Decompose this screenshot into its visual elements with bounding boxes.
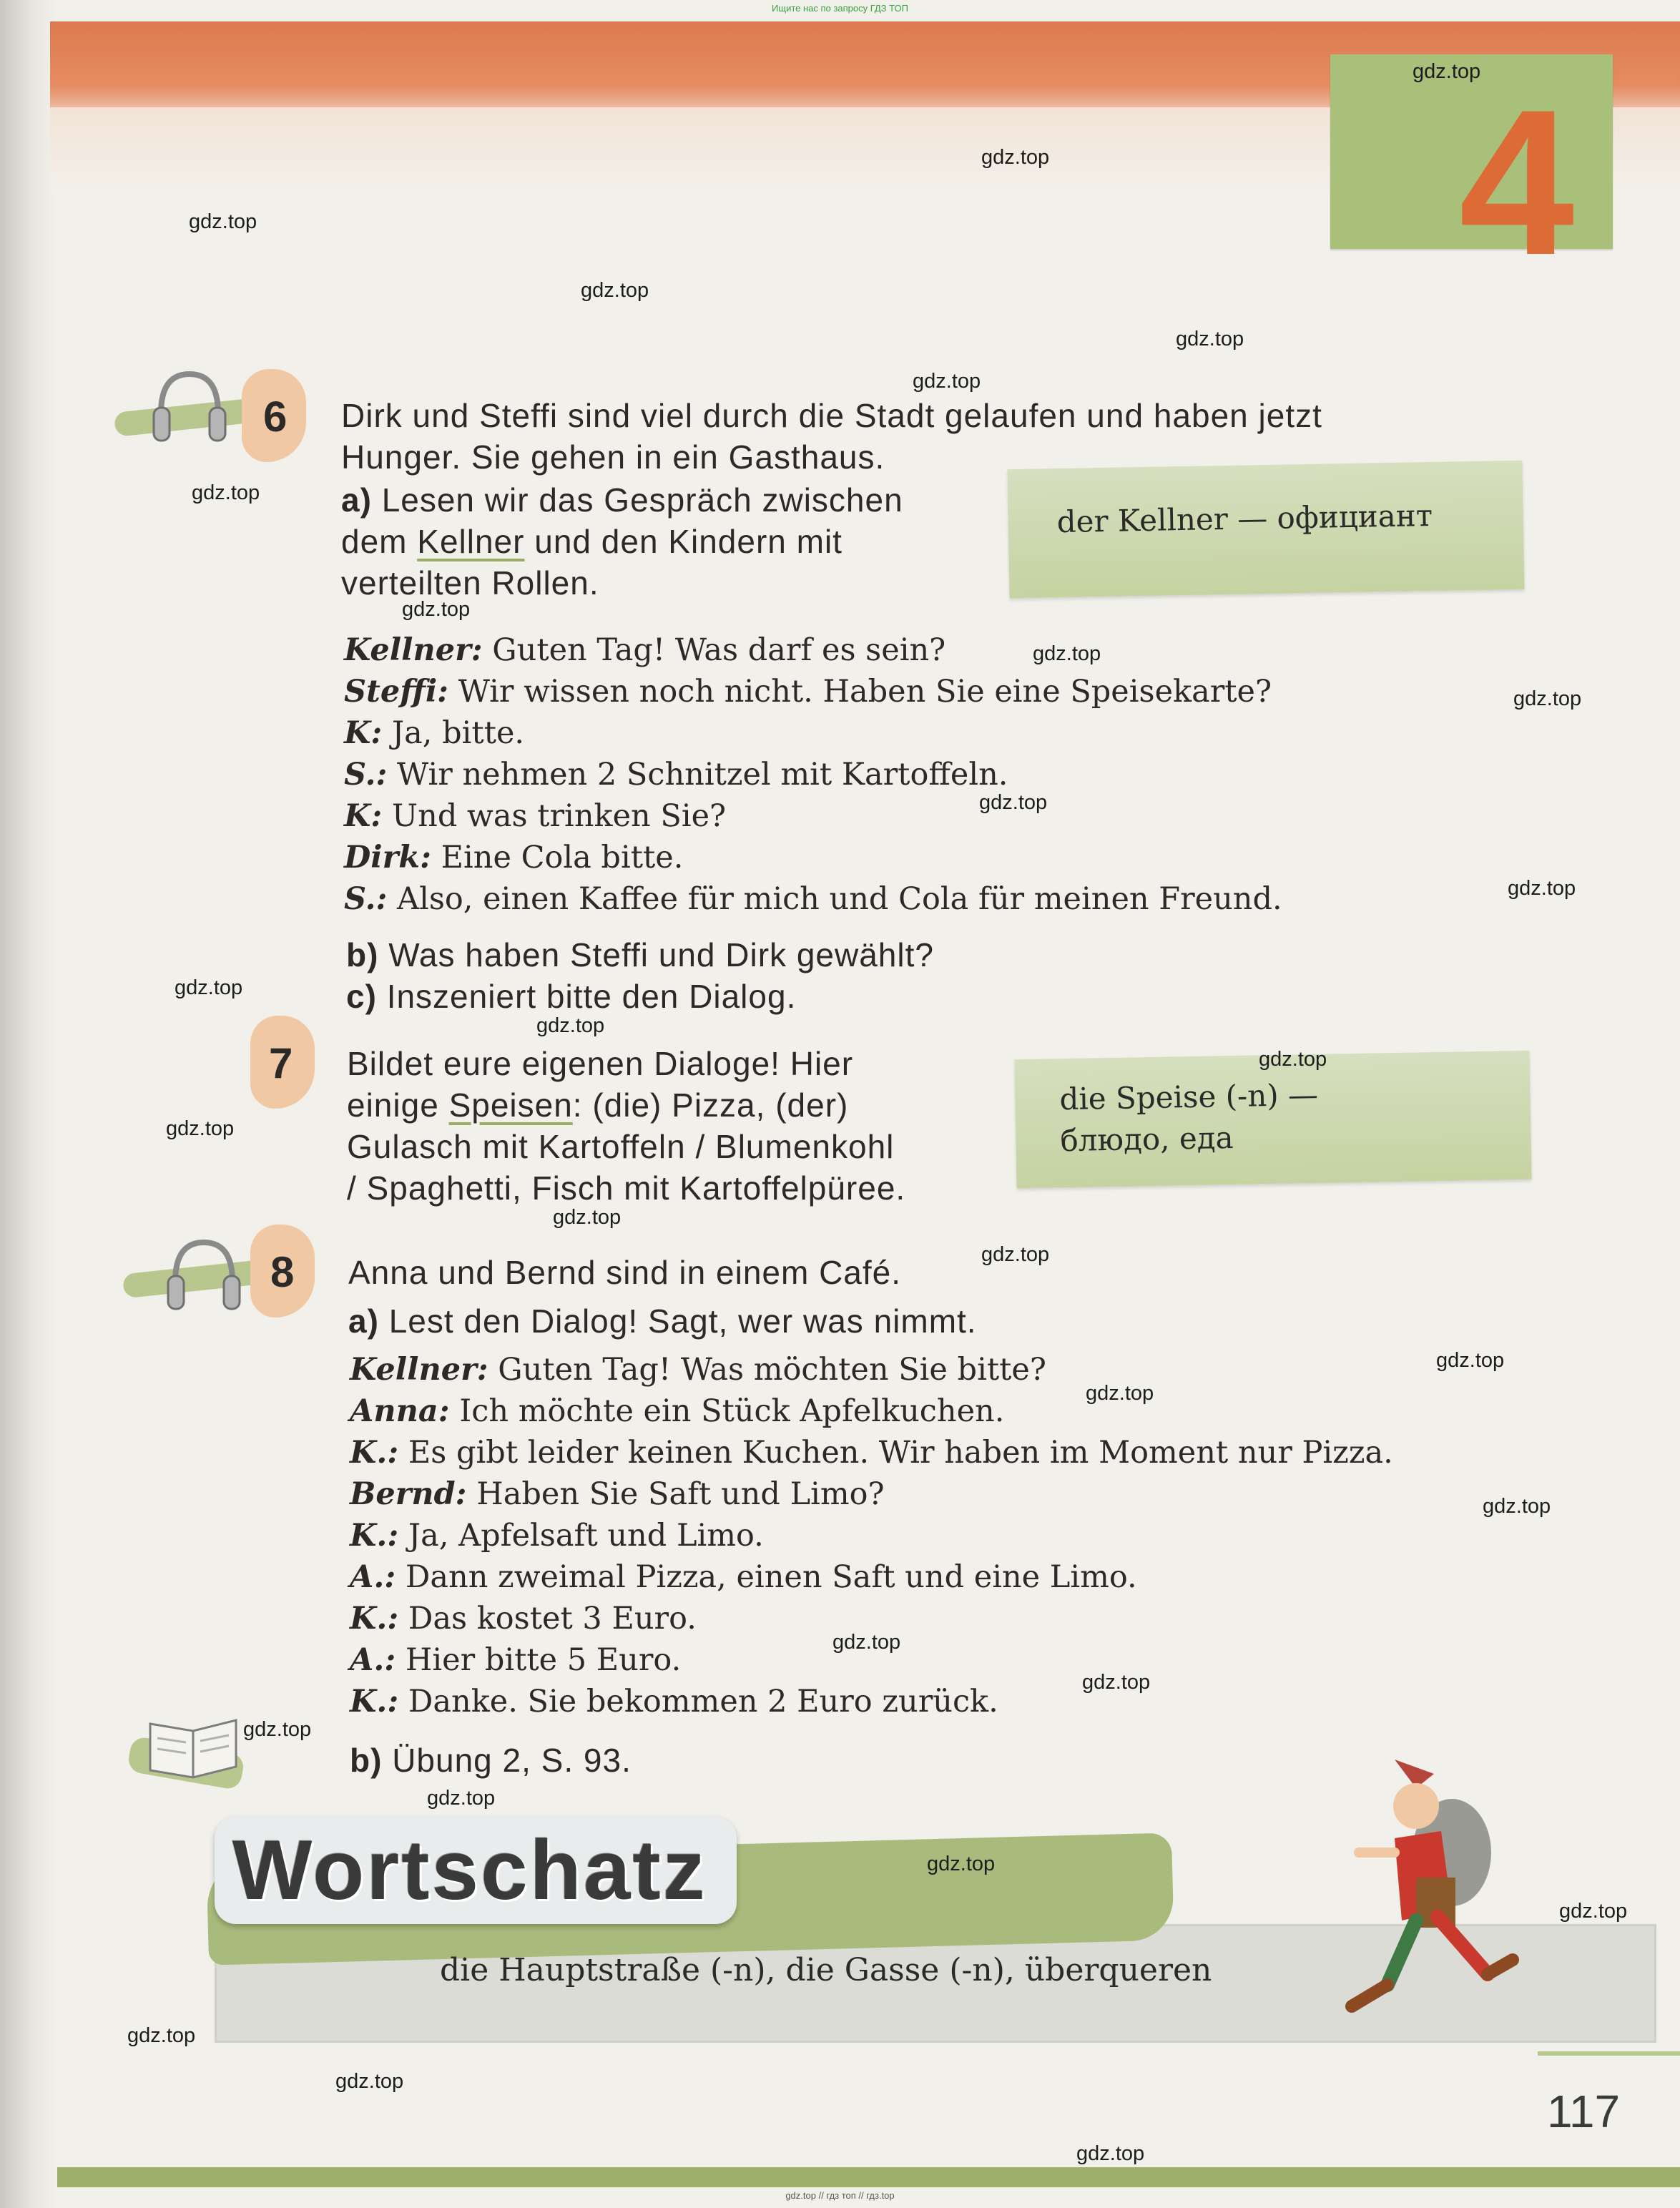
exercise-number: 7 <box>269 1039 293 1087</box>
speaker: Kellner: <box>350 1352 488 1388</box>
top-note: Ищите нас по запросу ГДЗ ТОП <box>772 3 908 14</box>
watermark: gdz.top <box>1513 687 1582 710</box>
page-number: 117 <box>1547 2086 1621 2137</box>
watermark: gdz.top <box>1413 60 1481 83</box>
line-text: Hier bitte 5 Euro. <box>405 1642 682 1678</box>
speaker: K.: <box>350 1435 399 1471</box>
watermark: gdz.top <box>335 2070 404 2093</box>
speaker: K.: <box>350 1518 399 1554</box>
watermark: gdz.top <box>1086 1382 1154 1405</box>
watermark: gdz.top <box>1436 1349 1505 1372</box>
line-text: Dann zweimal Pizza, einen Saft und eine Limo. <box>405 1559 1137 1595</box>
headphones-icon <box>147 363 232 449</box>
line-text: Danke. Sie bekommen 2 Euro zurück. <box>408 1684 998 1719</box>
speaker: Bernd: <box>350 1476 467 1512</box>
ex8-a-text: Lest den Dialog! Sagt, wer was nimmt. <box>388 1302 977 1340</box>
watermark: gdz.top <box>1508 877 1576 900</box>
speaker: Kellner: <box>344 632 483 668</box>
line-text: Guten Tag! Was darf es sein? <box>492 632 946 668</box>
wortschatz-words: die Hauptstraße (-n), die Gasse (-n), überqueren <box>440 1952 1212 1988</box>
dialogue-line <box>350 1556 1137 1598</box>
ex6-a-line3: verteilten Rollen. <box>341 564 599 602</box>
ex8-a-label: a) <box>348 1302 379 1340</box>
ex6-a-label: a) <box>341 481 372 519</box>
line-text: Haben Sie Saft und Limo? <box>476 1476 885 1512</box>
speaker: S.: <box>344 881 388 917</box>
ex7-keyword-speisen: Speisen <box>448 1086 573 1124</box>
ex8-b <box>350 1740 632 1781</box>
watermark: gdz.top <box>189 210 257 233</box>
ex6-a-line2-pre: dem <box>341 523 408 560</box>
vocab-text-line1: die Speise (-n) — <box>1059 1076 1319 1117</box>
ex6-intro-line2: Hunger. Sie gehen in ein Gasthaus. <box>341 438 885 476</box>
line-text: Ja, Apfelsaft und Limo. <box>408 1518 764 1554</box>
ex6-a-line1 <box>341 479 903 521</box>
ex6-keyword-kellner: Kellner <box>417 523 525 560</box>
line-text: Also, einen Kaffee für mich und Cola für meinen Freund. <box>397 881 1282 917</box>
watermark: gdz.top <box>1259 1048 1327 1071</box>
speaker: Dirk: <box>344 840 431 875</box>
ex8-b-label: b) <box>350 1742 383 1779</box>
ex8-intro: Anna und Bernd sind in einem Café. <box>348 1254 902 1291</box>
dialogue-line <box>344 754 1008 795</box>
ex7-line2 <box>347 1084 848 1126</box>
dialogue-line <box>350 1432 1393 1473</box>
ex6-b-label: b) <box>346 936 379 973</box>
watermark: gdz.top <box>553 1206 622 1229</box>
speaker: K: <box>344 798 383 834</box>
watermark: gdz.top <box>581 279 649 302</box>
ex7-line2-pre: einige <box>347 1086 439 1124</box>
ex8-b-text: Übung 2, S. 93. <box>392 1742 632 1779</box>
page-spine <box>0 0 57 2208</box>
speaker: A.: <box>350 1642 396 1678</box>
watermark: gdz.top <box>981 146 1050 169</box>
ex7-line1: Bildet eure eigenen Dialoge! Hier <box>347 1045 854 1082</box>
line-text: Und was trinken Sie? <box>391 798 727 834</box>
dialogue-line <box>350 1515 764 1556</box>
dialogue-line <box>350 1598 697 1639</box>
watermark: gdz.top <box>127 2024 196 2047</box>
headphones-icon <box>161 1232 247 1318</box>
ex6-c-label: c) <box>346 978 377 1015</box>
line-text: Wir wissen noch nicht. Haben Sie eine Speisekarte? <box>458 674 1272 710</box>
line-text: Eine Cola bitte. <box>441 840 684 875</box>
bottom-band <box>57 2167 1680 2187</box>
ex6-c <box>346 976 796 1017</box>
line-text: Es gibt leider keinen Kuchen. Wir haben im Moment nur Pizza. <box>408 1435 1393 1471</box>
ex6-b-text: Was haben Steffi und Dirk gewählt? <box>388 936 934 973</box>
watermark: gdz.top <box>1483 1495 1551 1518</box>
ex6-c-text: Inszeniert bitte den Dialog. <box>386 978 797 1015</box>
line-text: Wir nehmen 2 Schnitzel mit Kartoffeln. <box>397 757 1008 793</box>
ex7-line2-post: : (die) Pizza, (der) <box>572 1086 849 1124</box>
speaker: Steffi: <box>344 674 449 710</box>
ex7-line4: / Spaghetti, Fisch mit Kartoffelpüree. <box>347 1169 906 1207</box>
ex6-a-text: Lesen wir das Gespräch zwischen <box>381 481 903 519</box>
watermark: gdz.top <box>913 370 981 393</box>
dialogue-line <box>344 712 524 754</box>
vocab-text: der Kellner — официант <box>1056 497 1433 540</box>
line-text: Ich möchte ein Stück Apfelkuchen. <box>459 1393 1005 1429</box>
watermark: gdz.top <box>1082 1671 1151 1694</box>
ex6-a-line2-post: und den Kindern mit <box>534 523 843 560</box>
watermark: gdz.top <box>536 1014 605 1037</box>
dialogue-line <box>350 1349 1046 1390</box>
ex6-a-line2 <box>341 521 843 562</box>
exercise-number: 6 <box>263 393 288 441</box>
watermark: gdz.top <box>1559 1900 1628 1923</box>
watermark: gdz.top <box>166 1117 235 1140</box>
chapter-number: 4 <box>1459 67 1575 298</box>
exercise-number: 8 <box>270 1248 295 1296</box>
dialogue-line <box>350 1390 1004 1432</box>
walking-boy-illustration <box>1309 1745 1545 2031</box>
watermark: gdz.top <box>927 1853 996 1875</box>
ex8-a <box>348 1300 977 1342</box>
ex7-line3: Gulasch mit Kartoffeln / Blumenkohl <box>347 1128 895 1165</box>
dialogue-line <box>350 1473 885 1515</box>
watermark: gdz.top <box>981 1243 1050 1266</box>
watermark: gdz.top <box>979 791 1048 814</box>
watermark: gdz.top <box>192 481 260 504</box>
footer-line <box>1538 2051 1680 2056</box>
watermark: gdz.top <box>175 976 243 999</box>
watermark: gdz.top <box>1033 642 1101 665</box>
speaker: A.: <box>350 1559 396 1595</box>
vocab-text-line2: блюдо, еда <box>1060 1119 1234 1159</box>
watermark: gdz.top <box>1076 2142 1145 2165</box>
line-text: Ja, bitte. <box>391 715 525 751</box>
vocab-box-kellner <box>1007 461 1524 599</box>
line-text: Guten Tag! Was möchten Sie bitte? <box>498 1352 1046 1388</box>
dialogue-line <box>344 671 1272 712</box>
dialogue-line <box>344 837 683 878</box>
dialogue-line <box>350 1639 681 1681</box>
book-icon <box>143 1709 243 1781</box>
watermark: gdz.top <box>832 1631 901 1654</box>
speaker: K.: <box>350 1684 399 1719</box>
watermark: gdz.top <box>402 598 471 621</box>
dialogue-line <box>344 795 726 837</box>
line-text: Das kostet 3 Euro. <box>408 1601 697 1637</box>
speaker: S.: <box>344 757 388 793</box>
watermark: gdz.top <box>1176 328 1244 350</box>
speaker: K.: <box>350 1601 399 1637</box>
watermark: gdz.top <box>427 1787 496 1810</box>
watermark: gdz.top <box>243 1718 312 1741</box>
speaker: Anna: <box>350 1393 450 1429</box>
bottom-note: gdz.top // гдз топ // гдз.top <box>785 2190 895 2201</box>
dialogue-line <box>344 878 1282 920</box>
speaker: K: <box>344 715 383 751</box>
ex6-b <box>346 934 934 976</box>
ex6-intro-line1: Dirk und Steffi sind viel durch die Stadt gelaufen und haben jetzt <box>341 397 1322 434</box>
dialogue-line <box>344 629 945 671</box>
wortschatz-title: Wortschatz <box>232 1823 707 1918</box>
dialogue-line <box>350 1681 998 1722</box>
